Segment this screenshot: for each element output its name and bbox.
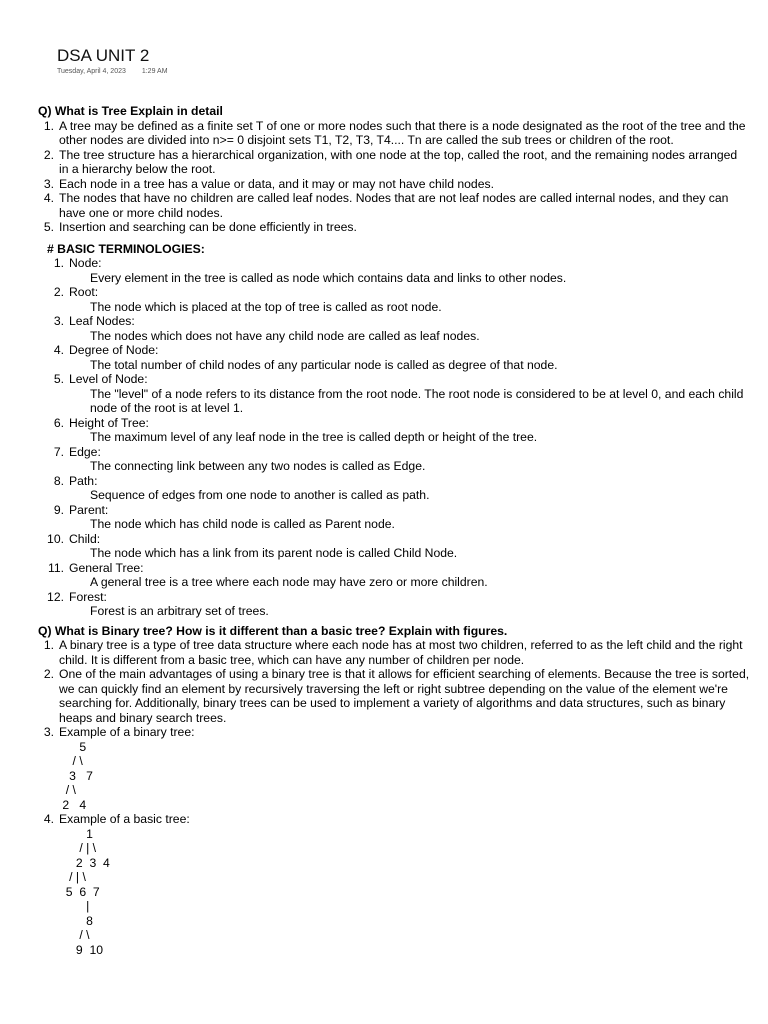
term-name: Forest: xyxy=(69,589,107,604)
term-item xyxy=(38,314,750,343)
list-number: 4. xyxy=(43,812,54,826)
list-number: 10. xyxy=(47,531,64,546)
list-number: 11. xyxy=(47,560,64,575)
term-item xyxy=(38,416,750,445)
term-description: The nodes which does not have any child node are called as leaf nodes. xyxy=(90,328,480,343)
page-time: 1:29 AM xyxy=(141,68,168,75)
list-number: 5. xyxy=(43,220,54,234)
list-number: 12. xyxy=(47,589,64,604)
tree-explanation-list xyxy=(38,119,750,235)
term-description: Forest is an arbitrary set of trees. xyxy=(90,604,269,618)
list-item xyxy=(38,812,750,957)
list-item xyxy=(38,191,750,220)
term-item xyxy=(38,372,750,416)
terminology-list xyxy=(38,256,750,619)
binary-tree-figure: 5 / \ 3 7 / \ 2 4 xyxy=(62,739,93,812)
list-number: 1. xyxy=(43,638,54,652)
section-heading-terminologies: # BASIC TERMINOLOGIES: xyxy=(47,241,205,256)
list-number: 6. xyxy=(53,415,64,430)
list-text: A binary tree is a type of tree data structure where each node has at most two children, referred to as the left child and the right child. It is different from a basic tree, which can have any number of children per node. xyxy=(59,638,743,667)
list-text: Insertion and searching can be done efficiently in trees. xyxy=(59,220,357,234)
term-item xyxy=(38,590,750,619)
list-text: The tree structure has a hierarchical organization, with one node at the top, called the root, and the remaining nodes arranged in a hierarchy below the root. xyxy=(59,147,738,176)
list-number: 2. xyxy=(43,147,54,162)
list-number: 5. xyxy=(53,372,64,386)
term-name: Edge: xyxy=(69,444,101,459)
list-text: Each node in a tree has a value or data, and it may or may not have child nodes. xyxy=(59,176,494,191)
term-name: Leaf Nodes: xyxy=(69,314,135,328)
list-number: 1. xyxy=(43,118,54,133)
list-number: 9. xyxy=(53,502,64,517)
list-number: 8. xyxy=(53,473,64,488)
list-item xyxy=(38,667,750,725)
term-name: General Tree: xyxy=(69,560,144,575)
section-heading-binary-tree: Q) What is Binary tree? How is it different than a basic tree? Explain with figures. xyxy=(38,623,508,638)
list-number: 2. xyxy=(53,285,64,299)
term-description: The maximum level of any leaf node in the tree is called depth or height of the tree. xyxy=(90,430,538,444)
term-description: The node which has a link from its parent node is called Child Node. xyxy=(90,546,458,560)
list-text: Example of a basic tree: xyxy=(59,812,190,826)
term-item xyxy=(38,445,750,474)
term-item xyxy=(38,561,750,590)
term-name: Degree of Node: xyxy=(69,343,159,357)
list-number: 3. xyxy=(43,176,54,191)
list-number: 1. xyxy=(53,256,64,270)
page-date: Tuesday, April 4, 2023 xyxy=(57,68,126,75)
term-description: Sequence of edges from one node to another is called as path. xyxy=(90,488,430,502)
note-body xyxy=(38,104,750,957)
term-description: The "level" of a node refers to its distance from the root node. The root node is considered to be at level 0, and each child node of the root is at level 1. xyxy=(90,386,744,415)
term-name: Path: xyxy=(69,473,98,488)
section-heading-tree: Q) What is Tree Explain in detail xyxy=(38,104,223,118)
binary-tree-list xyxy=(38,638,750,957)
term-description: The total number of child nodes of any particular node is called as degree of that node. xyxy=(90,357,558,372)
term-item xyxy=(38,256,750,285)
term-name: Root: xyxy=(69,285,99,299)
list-item xyxy=(38,220,750,235)
term-description: The node which has child node is called as Parent node. xyxy=(90,517,395,531)
list-item xyxy=(38,638,750,667)
page-title: DSA UNIT 2 xyxy=(57,46,150,65)
term-item xyxy=(38,503,750,532)
list-text: A tree may be defined as a finite set T of one or more nodes such that there is a node designated as the root of the tree and the other nodes are divided into n>= 0 disjoint sets T1, T2, T3, T4.... Tn are called the sub trees or children of the root. xyxy=(59,118,746,147)
list-number: 3. xyxy=(43,725,54,739)
term-item xyxy=(38,532,750,561)
list-text: Example of a binary tree: xyxy=(59,725,195,739)
list-number: 2. xyxy=(43,667,54,681)
term-name: Level of Node: xyxy=(69,372,148,386)
term-item xyxy=(38,474,750,503)
list-item xyxy=(38,725,750,812)
list-item xyxy=(38,148,750,177)
term-item xyxy=(38,343,750,372)
list-text: One of the main advantages of using a binary tree is that it allows for efficient searching of elements. Because the tree is sorted, we can quickly find an element by recursively traversing the left or right subtree depending on the value of the element we're searching for. Additionally, binary trees can be used to implement a variety of algorithms and data structures, such as binary heaps and binary search trees. xyxy=(59,667,750,725)
list-number: 4. xyxy=(43,191,54,205)
list-text: The nodes that have no children are called leaf nodes. Nodes that are not leaf nodes are called internal nodes, and they can have one or more child nodes. xyxy=(59,191,729,220)
list-number: 3. xyxy=(53,314,64,328)
term-description: The node which is placed at the top of tree is called as root node. xyxy=(90,299,442,314)
list-item xyxy=(38,177,750,192)
term-item xyxy=(38,285,750,314)
term-name: Node: xyxy=(69,256,102,270)
list-number: 7. xyxy=(53,444,64,459)
term-name: Child: xyxy=(69,531,101,546)
list-number: 4. xyxy=(53,343,64,357)
basic-tree-figure: 1 / | \ 2 3 4 / | \ 5 6 7 | 8 / \ 9 10 xyxy=(65,826,110,957)
page-timestamp xyxy=(57,68,168,75)
term-name: Parent: xyxy=(69,502,109,517)
term-description: Every element in the tree is called as node which contains data and links to other nodes. xyxy=(90,270,567,285)
term-description: A general tree is a tree where each node may have zero or more children. xyxy=(90,575,488,589)
term-description: The connecting link between any two nodes is called as Edge. xyxy=(90,459,426,473)
term-name: Height of Tree: xyxy=(69,415,149,430)
list-item xyxy=(38,119,750,148)
